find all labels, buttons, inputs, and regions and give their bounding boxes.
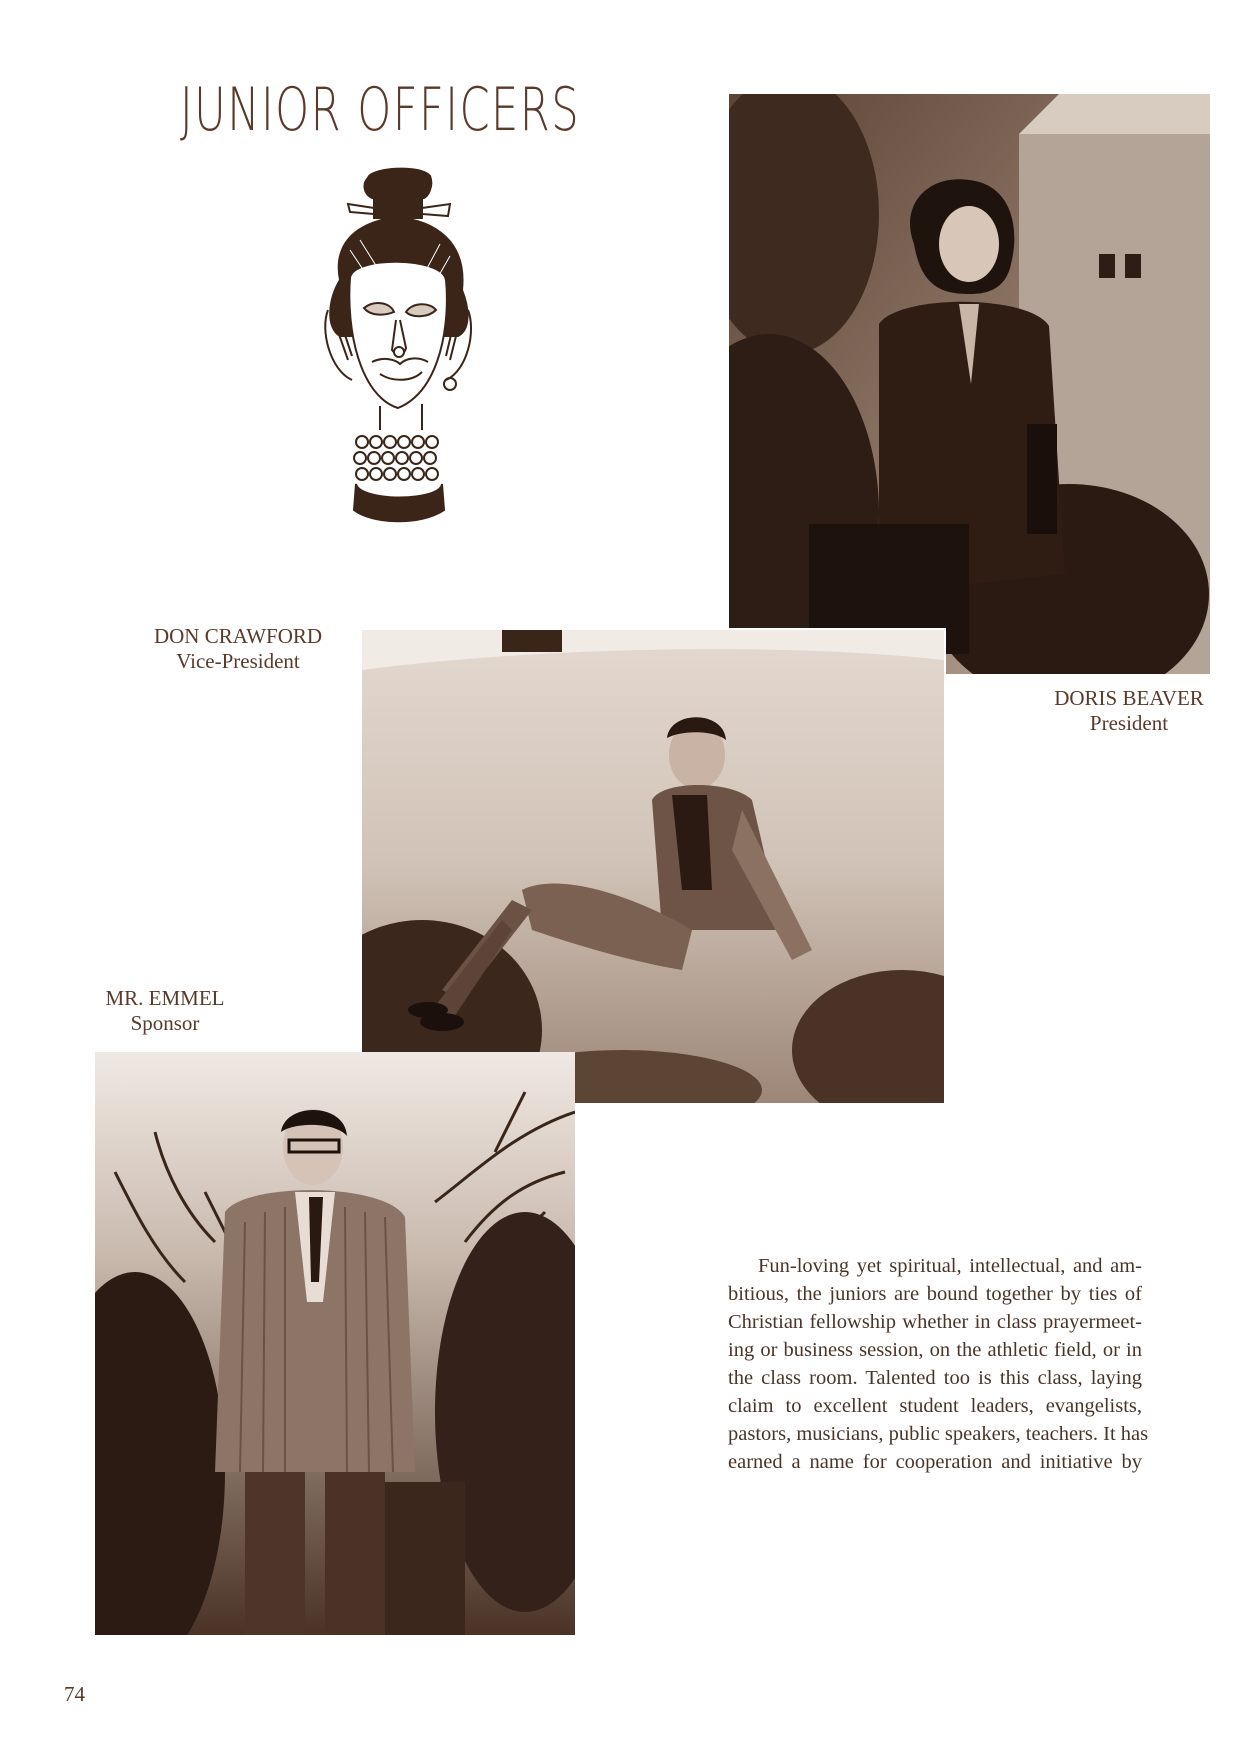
vice-president-role: Vice-President: [176, 649, 300, 673]
sponsor-name: MR. EMMEL: [105, 986, 225, 1010]
vice-president-caption: [138, 624, 338, 674]
page-number: 74: [64, 1682, 85, 1706]
body-line: the class room. Talented too is this class, laying: [728, 1367, 1142, 1389]
vice-president-name: DON CRAWFORD: [153, 624, 323, 648]
president-role: President: [1089, 711, 1169, 735]
vice-president-photo: [360, 628, 946, 1105]
president-name: DORIS BEAVER: [1054, 686, 1204, 710]
body-line: pastors, musicians, public speakers, teachers. It has: [728, 1423, 1149, 1445]
page-title: JUNIOR OFFICERS: [180, 75, 581, 145]
body-line: ing or business session, on the athletic field, or in: [728, 1339, 1142, 1361]
body-paragraph: [728, 1252, 1149, 1476]
body-line: earned a name for cooperation and initiative by: [728, 1451, 1142, 1473]
president-photo: [729, 94, 1210, 674]
body-line: bitious, the juniors are bound together by ties of: [728, 1283, 1142, 1305]
body-line: claim to excellent student leaders, evangelists,: [728, 1395, 1142, 1417]
president-caption: [1034, 686, 1224, 736]
sponsor-role: Sponsor: [130, 1011, 200, 1035]
body-line: Christian fellowship whether in class prayermeet-: [728, 1311, 1142, 1333]
sponsor-photo: [95, 1052, 575, 1635]
body-line: Fun-loving yet spiritual, intellectual, and am-: [758, 1255, 1142, 1277]
caricature-drawing: [300, 160, 490, 550]
sponsor-caption: [90, 986, 240, 1036]
